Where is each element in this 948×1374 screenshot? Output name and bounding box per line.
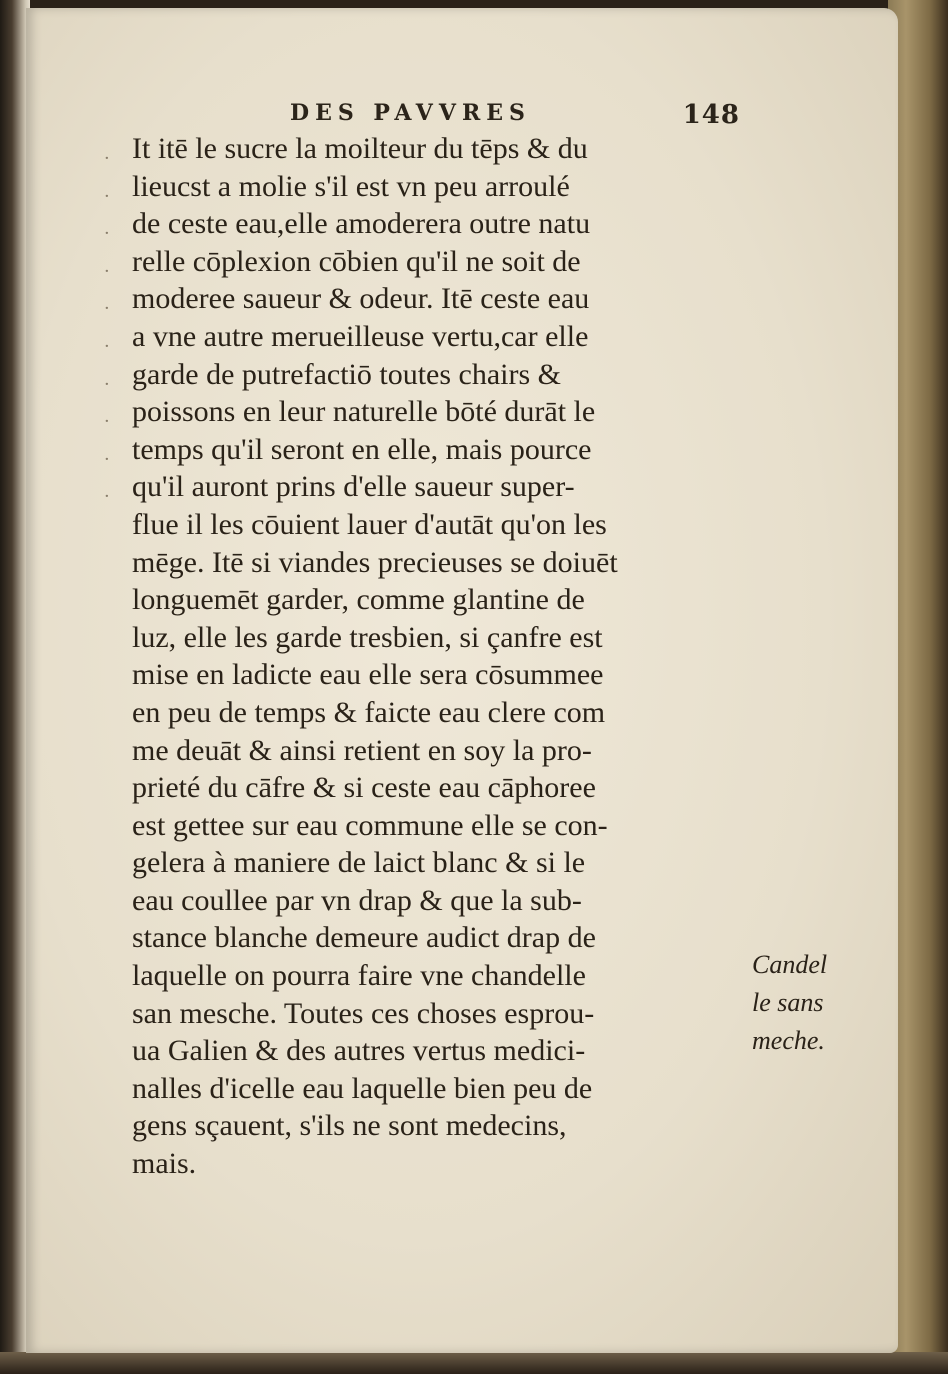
text-line: mise en ladicte eau elle sera cōsummee — [132, 658, 604, 692]
text-line: de ceste eau,elle amoderera outre natu — [132, 207, 591, 241]
text-line: ua Galien & des autres vertus medici- — [132, 1034, 586, 1068]
marginal-note — [752, 946, 852, 1060]
text-line: prieté du cāfre & si ceste eau cāphoree — [132, 771, 596, 805]
text-line: eau coullee par vn drap & que la sub- — [132, 883, 582, 917]
text-line: mēge. Itē si viandes precieuses se doiuēt — [132, 545, 618, 579]
book-bottom-edge — [0, 1352, 948, 1374]
text-line: me deuāt & ainsi retient en soy la pro- — [132, 733, 592, 767]
marginal-note-line: meche. — [752, 1026, 825, 1055]
text-line: en peu de temps & faicte eau clere com — [132, 695, 606, 729]
text-line: poissons en leur naturelle bōté durāt le — [132, 395, 596, 429]
text-line: qu'il auront prins d'elle saueur super- — [132, 470, 575, 504]
text-line: stance blanche demeure audict drap de — [132, 921, 596, 955]
text-line: temps qu'il seront en elle, mais pource — [132, 432, 592, 466]
text-line: gelera à maniere de laict blanc & si le — [132, 846, 586, 880]
main-text-block — [132, 130, 744, 1183]
text-line: gens sçauent, s'ils ne sont medecins, — [132, 1109, 567, 1143]
text-line: est gettee sur eau commune elle se con- — [132, 808, 608, 842]
text-line: mais. — [132, 1147, 197, 1181]
text-line: lieucst a molie s'il est vn peu arroulé — [132, 169, 570, 203]
text-line: moderee saueur & odeur. Itē ceste eau — [132, 282, 590, 316]
text-line: laquelle on pourra faire vne chandelle — [132, 959, 586, 993]
page-number: 148 — [682, 100, 740, 130]
text-line: relle cōplexion cōbien qu'il ne soit de — [132, 244, 581, 278]
marginal-note-line: Candel — [752, 950, 828, 979]
running-title: DES PAVVRES — [290, 100, 531, 126]
text-line: longuemēt garder, comme glantine de — [132, 583, 585, 617]
text-line: flue il les cōuient lauer d'autāt qu'on les — [132, 507, 607, 541]
text-line: garde de putrefactiō toutes chairs & — [132, 357, 561, 391]
text-line: It itē le sucre la moilteur du tēps & du — [132, 132, 588, 165]
text-line: nalles d'icelle eau laquelle bien peu de — [132, 1071, 593, 1105]
text-line: a vne autre merueilleuse vertu,car elle — [132, 319, 589, 353]
text-line: san mesche. Toutes ces choses esprou- — [132, 996, 595, 1030]
marginal-note-line: le sans — [752, 988, 824, 1017]
text-line: luz, elle les garde tresbien, si çanfre est — [132, 620, 603, 654]
gutter-show-through: · · · · · · · · · · — [104, 148, 110, 508]
